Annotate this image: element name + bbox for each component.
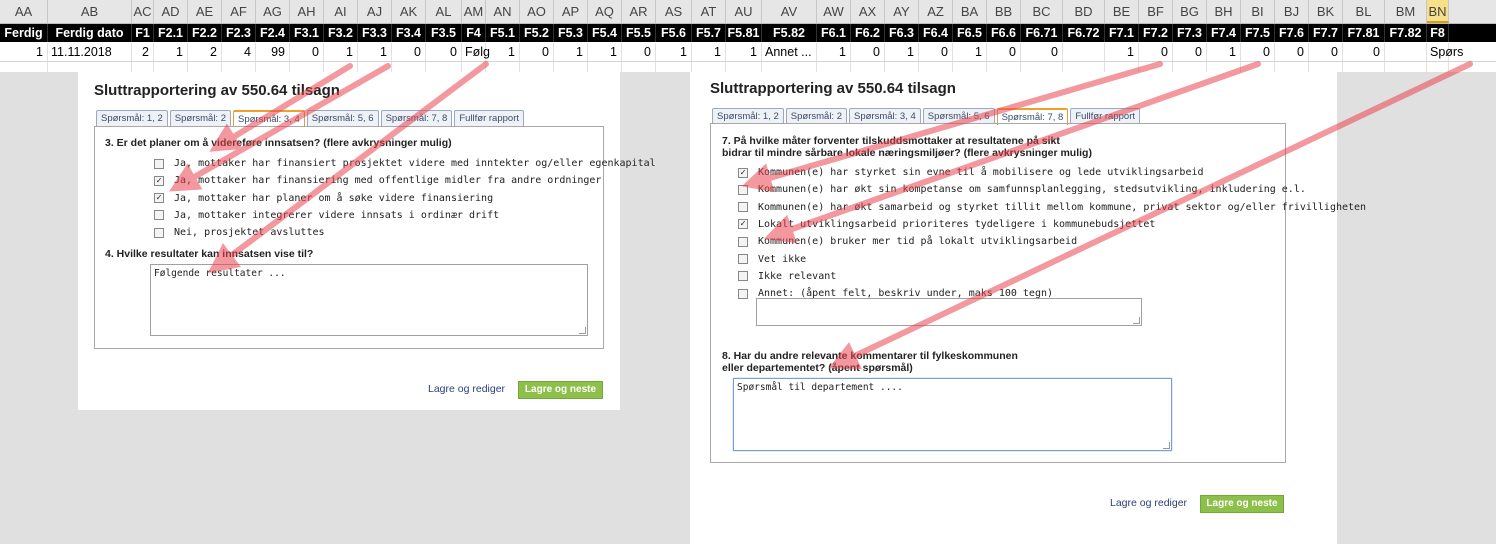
data-cell[interactable]: 0 <box>1275 43 1309 61</box>
checkbox-unchecked-icon[interactable] <box>738 237 748 247</box>
column-letter[interactable]: AO <box>520 0 554 23</box>
data-cell[interactable]: 0 <box>622 43 656 61</box>
checkbox-label: Vet ikke <box>758 253 807 265</box>
question-4-label: 4. Hvilke resultater kan innsatsen vise til? <box>105 248 314 260</box>
empty-cell[interactable] <box>1343 62 1385 72</box>
column-header[interactable]: F1 <box>132 24 154 42</box>
data-cell[interactable]: 1 <box>817 43 851 61</box>
column-letter[interactable]: AD <box>154 0 188 23</box>
column-header[interactable]: F6.5 <box>953 24 987 42</box>
column-header[interactable]: F6.1 <box>817 24 851 42</box>
column-header[interactable]: F2.1 <box>154 24 188 42</box>
data-cell[interactable]: 0 <box>919 43 953 61</box>
data-cell[interactable]: 1 <box>885 43 919 61</box>
data-cell[interactable]: 1 <box>588 43 622 61</box>
column-header[interactable]: F7.2 <box>1139 24 1173 42</box>
column-letter[interactable]: BJ <box>1275 0 1309 23</box>
checkbox-option[interactable] <box>738 254 806 265</box>
checkbox-label: Ja, mottaker har finansiert prosjektet videre med inntekter og/eller egenkapital <box>174 158 656 169</box>
empty-cell[interactable] <box>1275 62 1309 72</box>
data-cell[interactable]: Annet ... <box>762 43 817 61</box>
tab-4[interactable]: Spørsmål: 5, 6 <box>923 108 995 124</box>
column-letter[interactable]: AG <box>256 0 290 23</box>
empty-cell[interactable] <box>692 62 726 72</box>
data-cell[interactable]: 1 <box>1105 43 1139 61</box>
checkbox-checked-icon[interactable]: ✓ <box>738 219 748 229</box>
data-cell[interactable]: 1 <box>324 43 358 61</box>
column-header[interactable]: F4 <box>462 24 486 42</box>
question-3-label: 3. Er det planer om å videreføre innsatsen? (flere avkrysninger mulig) <box>105 137 452 149</box>
question-7-label <box>722 135 1092 159</box>
checkbox-label: Lokalt utviklingsarbeid prioriteres tydeligere i kommunebudsjettet <box>758 218 1156 230</box>
data-cell[interactable]: 1 <box>486 43 520 61</box>
checkbox-checked-icon[interactable]: ✓ <box>154 176 164 186</box>
column-header[interactable]: F6.4 <box>919 24 953 42</box>
column-letter[interactable]: BI <box>1241 0 1275 23</box>
checkbox-label: Ja, mottaker integrerer videre innsats i ordinær drift <box>174 209 500 221</box>
data-cell[interactable]: 2 <box>132 43 154 61</box>
column-header[interactable]: F6.3 <box>885 24 919 42</box>
empty-cell[interactable] <box>1139 62 1173 72</box>
column-header[interactable]: F5.1 <box>486 24 520 42</box>
column-letter[interactable]: BM <box>1385 0 1427 23</box>
empty-cell[interactable] <box>1241 62 1275 72</box>
empty-cell[interactable] <box>154 62 188 72</box>
data-cell[interactable]: 1 <box>726 43 762 61</box>
empty-cell[interactable] <box>919 62 953 72</box>
results-text: Følgende resultater ... <box>154 268 286 279</box>
data-cell[interactable] <box>1063 43 1105 61</box>
column-header[interactable]: F3.3 <box>358 24 392 42</box>
empty-cell[interactable] <box>462 62 486 72</box>
question-8-label <box>722 350 1018 374</box>
empty-cell[interactable] <box>392 62 426 72</box>
data-cell[interactable]: 0 <box>1309 43 1343 61</box>
data-cell[interactable]: 1 <box>656 43 692 61</box>
save-next-button[interactable]: Lagre og neste <box>1200 495 1284 513</box>
header-row <box>0 24 1496 42</box>
empty-cell[interactable] <box>656 62 692 72</box>
column-header[interactable]: F5.82 <box>762 24 817 42</box>
checkbox-option[interactable] <box>154 193 493 204</box>
empty-cell[interactable] <box>554 62 588 72</box>
column-header[interactable]: F7.4 <box>1207 24 1241 42</box>
column-header[interactable]: F7.7 <box>1309 24 1343 42</box>
data-cell[interactable]: 4 <box>222 43 256 61</box>
column-letter[interactable]: AH <box>290 0 324 23</box>
checkbox-unchecked-icon[interactable] <box>738 254 748 264</box>
empty-cell[interactable] <box>0 62 48 72</box>
column-letter[interactable]: AU <box>726 0 762 23</box>
column-letter[interactable]: AK <box>392 0 426 23</box>
data-cell[interactable]: 0 <box>392 43 426 61</box>
form-title: Sluttrapportering av 550.64 tilsagn <box>710 80 956 97</box>
column-letter[interactable]: AR <box>622 0 656 23</box>
data-cell[interactable]: 0 <box>1343 43 1385 61</box>
tab-3[interactable]: Spørsmål: 3, 4 <box>233 110 305 127</box>
data-cell[interactable] <box>1385 43 1427 61</box>
checkbox-unchecked-icon[interactable] <box>154 228 164 238</box>
column-header[interactable]: F6.71 <box>1021 24 1063 42</box>
column-letter[interactable]: BL <box>1343 0 1385 23</box>
tab-2[interactable]: Spørsmål: 2 <box>786 108 847 124</box>
column-letter[interactable]: AL <box>426 0 462 23</box>
column-header[interactable]: F5.3 <box>554 24 588 42</box>
tab-5[interactable]: Spørsmål: 7, 8 <box>997 108 1069 125</box>
data-cell[interactable]: 0 <box>851 43 885 61</box>
tab-bar <box>96 110 526 127</box>
column-header[interactable]: F7.82 <box>1385 24 1427 42</box>
checkbox-option[interactable] <box>154 158 656 169</box>
empty-row <box>0 62 1496 72</box>
column-letter[interactable]: BE <box>1105 0 1139 23</box>
column-header[interactable]: F2.3 <box>222 24 256 42</box>
column-letter[interactable]: AS <box>656 0 692 23</box>
checkbox-label: Kommunen(e) har styrket sin evne til å mobilisere og lede utviklingsarbeid <box>758 167 1204 178</box>
checkbox-label: Kommunen(e) har økt sin kompetanse om samfunnsplanlegging, stedsutvikling, inkludering e.l. <box>758 184 1306 196</box>
empty-cell[interactable] <box>188 62 222 72</box>
column-header[interactable]: Ferdig <box>0 24 48 42</box>
column-header[interactable]: F5.7 <box>692 24 726 42</box>
empty-cell[interactable] <box>1173 62 1207 72</box>
checkbox-option[interactable] <box>154 227 325 238</box>
checkbox-unchecked-icon[interactable] <box>738 185 748 195</box>
empty-cell[interactable] <box>726 62 762 72</box>
spreadsheet <box>0 0 1496 72</box>
save-edit-link[interactable]: Lagre og rediger <box>428 383 506 395</box>
column-header[interactable]: F2.4 <box>256 24 290 42</box>
column-header[interactable]: F3.5 <box>426 24 462 42</box>
empty-cell[interactable] <box>426 62 462 72</box>
checkbox-option[interactable] <box>154 175 601 186</box>
empty-cell[interactable] <box>1105 62 1139 72</box>
empty-cell[interactable] <box>622 62 656 72</box>
empty-cell[interactable] <box>885 62 919 72</box>
column-header[interactable]: F7.5 <box>1241 24 1275 42</box>
column-header[interactable]: F3.4 <box>392 24 426 42</box>
tab-6[interactable]: Fullfør rapport <box>454 110 524 126</box>
column-header[interactable]: F6.2 <box>851 24 885 42</box>
data-cell[interactable]: 1 <box>953 43 987 61</box>
right-form-panel <box>690 72 1367 544</box>
other-textarea[interactable] <box>756 298 1142 326</box>
column-header[interactable]: F7.3 <box>1173 24 1207 42</box>
empty-cell[interactable] <box>358 62 392 72</box>
empty-cell[interactable] <box>987 62 1021 72</box>
data-cell[interactable]: 11.11.2018 <box>48 43 132 61</box>
form-title: Sluttrapportering av 550.64 tilsagn <box>94 82 340 99</box>
data-cell[interactable]: 0 <box>987 43 1021 61</box>
column-letter[interactable]: BN <box>1427 0 1449 23</box>
column-letter[interactable]: AM <box>462 0 486 23</box>
column-letter[interactable]: AE <box>188 0 222 23</box>
empty-cell[interactable] <box>1309 62 1343 72</box>
tab-4[interactable]: Spørsmål: 5, 6 <box>307 110 379 126</box>
resize-grip-icon[interactable] <box>579 327 586 334</box>
data-cell[interactable]: 1 <box>0 43 48 61</box>
column-letter[interactable]: BK <box>1309 0 1343 23</box>
empty-cell[interactable] <box>1063 62 1105 72</box>
data-row <box>0 43 1496 62</box>
left-form-panel <box>78 72 656 410</box>
data-cell[interactable]: 1 <box>358 43 392 61</box>
checkbox-checked-icon[interactable]: ✓ <box>154 193 164 203</box>
column-letter[interactable]: AY <box>885 0 919 23</box>
resize-grip-icon[interactable] <box>1163 442 1170 449</box>
column-header[interactable]: F5.81 <box>726 24 762 42</box>
column-header[interactable]: F5.6 <box>656 24 692 42</box>
data-cell[interactable]: 0 <box>1173 43 1207 61</box>
resize-grip-icon[interactable] <box>1133 317 1140 324</box>
column-header[interactable]: F7.1 <box>1105 24 1139 42</box>
checkbox-option[interactable] <box>154 210 499 221</box>
column-letter-row <box>0 0 1496 24</box>
checkbox-option[interactable] <box>738 219 1155 230</box>
checkbox-unchecked-icon[interactable] <box>738 202 748 212</box>
tab-2[interactable]: Spørsmål: 2 <box>170 110 231 126</box>
column-letter[interactable]: BH <box>1207 0 1241 23</box>
checkbox-unchecked-icon[interactable] <box>154 210 164 220</box>
column-letter[interactable]: AP <box>554 0 588 23</box>
checkbox-label: Ja, mottaker har planer om å søke videre finansiering <box>174 192 494 204</box>
empty-cell[interactable] <box>1021 62 1063 72</box>
tab-1[interactable]: Spørsmål: 1, 2 <box>96 110 168 126</box>
empty-cell[interactable] <box>588 62 622 72</box>
column-letter[interactable]: AN <box>486 0 520 23</box>
save-edit-link[interactable]: Lagre og rediger <box>1110 497 1188 509</box>
column-letter[interactable]: AX <box>851 0 885 23</box>
checkbox-label: Annet: (åpent felt, beskriv under, maks 100 tegn) <box>758 288 1054 300</box>
comments-text: Spørsmål til departement .... <box>737 382 903 393</box>
empty-cell[interactable] <box>1385 62 1427 72</box>
column-header[interactable]: F6.6 <box>987 24 1021 42</box>
checkbox-option[interactable] <box>738 271 836 282</box>
comments-textarea[interactable] <box>733 378 1172 451</box>
checkbox-label: Ja, mottaker har finansiering med offentlige midler fra andre ordninger <box>174 175 602 187</box>
data-cell[interactable]: 99 <box>256 43 290 61</box>
data-cell[interactable]: Følg <box>462 43 486 61</box>
column-letter[interactable]: AB <box>48 0 132 23</box>
empty-cell[interactable] <box>1427 62 1449 72</box>
data-cell[interactable]: 0 <box>1139 43 1173 61</box>
empty-cell[interactable] <box>762 62 817 72</box>
tab-3[interactable]: Spørsmål: 3, 4 <box>849 108 921 124</box>
column-letter[interactable]: BG <box>1173 0 1207 23</box>
column-letter[interactable]: BF <box>1139 0 1173 23</box>
data-cell[interactable]: 2 <box>188 43 222 61</box>
data-cell[interactable]: 1 <box>1207 43 1241 61</box>
checkbox-label: Ikke relevant <box>758 270 837 282</box>
checkbox-label: Kommunen(e) har økt samarbeid og styrket tillit mellom kommune, privat sektor og/eller frivilligheten <box>758 201 1367 213</box>
data-cell[interactable]: 1 <box>554 43 588 61</box>
column-letter[interactable]: AJ <box>358 0 392 23</box>
data-cell[interactable]: 0 <box>520 43 554 61</box>
empty-cell[interactable] <box>953 62 987 72</box>
tab-5[interactable]: Spørsmål: 7, 8 <box>381 110 453 126</box>
empty-cell[interactable] <box>48 62 132 72</box>
question-7-line-1: 7. På hvilke måter forventer tilskuddsmottaker at resultatene på sikt <box>722 135 1060 147</box>
empty-cell[interactable] <box>486 62 520 72</box>
tab-1[interactable]: Spørsmål: 1, 2 <box>712 108 784 124</box>
empty-cell[interactable] <box>324 62 358 72</box>
checkbox-option[interactable] <box>738 184 1306 195</box>
column-letter[interactable]: AF <box>222 0 256 23</box>
checkbox-label: Kommunen(e) bruker mer tid på lokalt utviklingsarbeid <box>758 236 1078 248</box>
column-header[interactable]: F2.2 <box>188 24 222 42</box>
empty-cell[interactable] <box>290 62 324 72</box>
empty-cell[interactable] <box>817 62 851 72</box>
checkbox-unchecked-icon[interactable] <box>738 289 748 299</box>
column-header[interactable]: F5.4 <box>588 24 622 42</box>
column-letter[interactable]: AI <box>324 0 358 23</box>
data-cell[interactable]: 0 <box>426 43 462 61</box>
column-letter[interactable]: AC <box>132 0 154 23</box>
question-8-line-1: 8. Har du andre relevante kommentarer til fylkeskommunen <box>722 350 1018 362</box>
column-letter[interactable]: BC <box>1021 0 1063 23</box>
column-header[interactable]: F7.6 <box>1275 24 1309 42</box>
empty-cell[interactable] <box>520 62 554 72</box>
column-header[interactable]: F7.81 <box>1343 24 1385 42</box>
column-header[interactable]: F5.2 <box>520 24 554 42</box>
column-header[interactable]: F3.1 <box>290 24 324 42</box>
data-cell[interactable]: 0 <box>1021 43 1063 61</box>
column-header[interactable]: Ferdig dato <box>48 24 132 42</box>
checkbox-unchecked-icon[interactable] <box>154 159 164 169</box>
tab-6[interactable]: Fullfør rapport <box>1070 108 1140 124</box>
column-header[interactable]: F6.72 <box>1063 24 1105 42</box>
empty-cell[interactable] <box>256 62 290 72</box>
data-cell[interactable]: Spørs <box>1427 43 1449 61</box>
column-header[interactable]: F8 <box>1427 24 1449 42</box>
data-cell[interactable]: 0 <box>1241 43 1275 61</box>
results-textarea[interactable] <box>150 264 588 336</box>
save-next-button[interactable]: Lagre og neste <box>518 381 603 399</box>
empty-cell[interactable] <box>851 62 885 72</box>
data-cell[interactable]: 1 <box>154 43 188 61</box>
column-letter[interactable]: BA <box>953 0 987 23</box>
checkbox-checked-icon[interactable]: ✓ <box>738 168 748 178</box>
column-letter[interactable]: BD <box>1063 0 1105 23</box>
checkbox-option[interactable] <box>738 167 1204 178</box>
column-letter[interactable]: AV <box>762 0 817 23</box>
data-cell[interactable]: 0 <box>290 43 324 61</box>
question-7-line-2: bidrar til mindre sårbare lokale næringsmiljøer? (flere avkrysninger mulig) <box>722 147 1092 159</box>
empty-cell[interactable] <box>1207 62 1241 72</box>
data-cell[interactable]: 1 <box>692 43 726 61</box>
column-header[interactable]: F3.2 <box>324 24 358 42</box>
column-letter[interactable]: AW <box>817 0 851 23</box>
checkbox-label: Nei, prosjektet avsluttes <box>174 227 325 239</box>
column-letter[interactable]: AQ <box>588 0 622 23</box>
column-header[interactable]: F5.5 <box>622 24 656 42</box>
column-letter[interactable]: AT <box>692 0 726 23</box>
empty-cell[interactable] <box>222 62 256 72</box>
checkbox-option[interactable] <box>738 202 1366 213</box>
column-letter[interactable]: AA <box>0 0 48 23</box>
checkbox-unchecked-icon[interactable] <box>738 271 748 281</box>
column-letter[interactable]: AZ <box>919 0 953 23</box>
question-8-line-2: eller departementet? (åpent spørsmål) <box>722 362 913 374</box>
empty-cell[interactable] <box>132 62 154 72</box>
column-letter[interactable]: BB <box>987 0 1021 23</box>
checkbox-option[interactable] <box>738 236 1077 247</box>
